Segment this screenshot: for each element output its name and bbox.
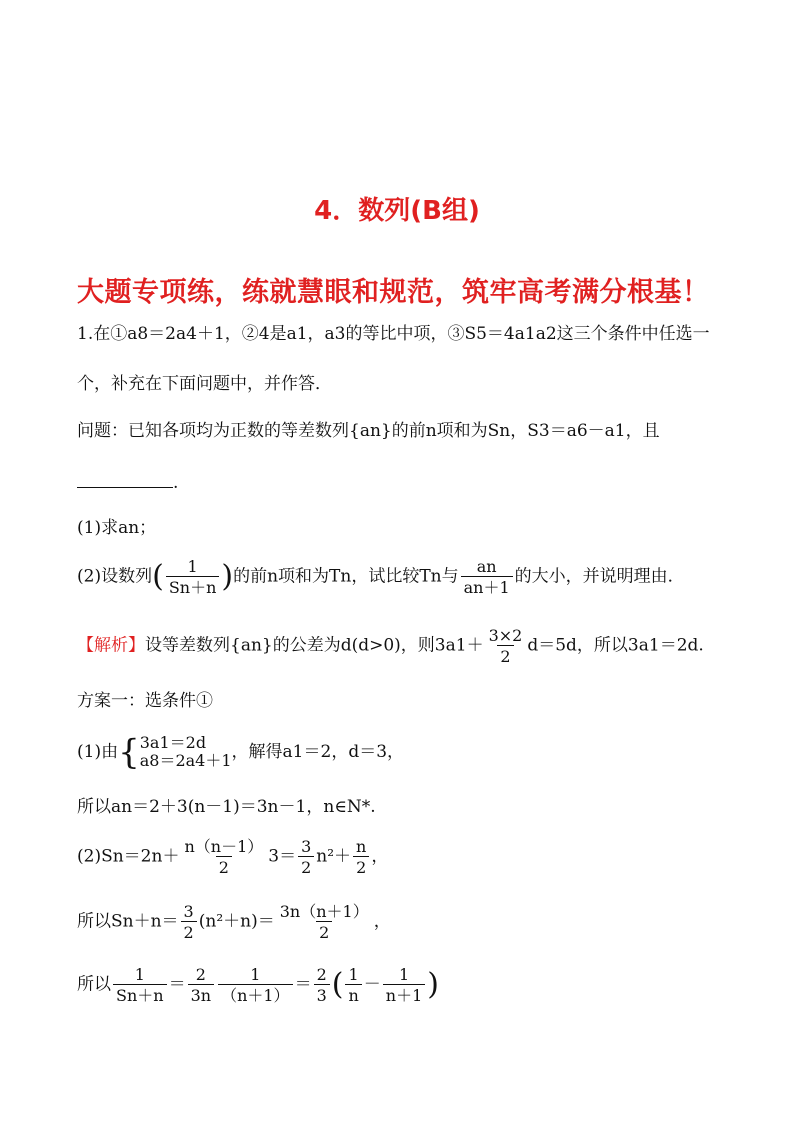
solution-step-4: 所以Sn＋n＝ $\frac{3}{2}$ (n²＋n)＝ $\frac{3n(n+1)}{2}$ ， [77,902,391,942]
solution-step-3: (2)Sn＝2n＋ $\frac{n(n-1)}{2}$ 3＝ $\frac{3}{2}$ n²＋ $\frac{n}{2}$ ， [77,837,389,877]
page-title: 4．数列(B组) [314,196,480,226]
question-2: (2)设数列( $\frac{1}{Sn+n}$ )的前n项和为Tn，试比较Tn与 $\frac{an}{an+1}$ 的大小，并说明理由． [77,557,685,597]
solution-step-5: 所以 $\frac{1}{Sn+n}$ ＝ $\frac{2}{3n}$ $\frac{1}{(n+1)}$ ＝ $\frac{2}{3}$ ( $\frac{1}{n}$ － $\frac{1}{n+1}$ ) [77,965,439,1005]
solution-line-1: 【解析】设等差数列{an}的公差为d(d>0)，则3a1＋ $\frac{3\times 2}{2}$ d＝5d，所以3a1＝2d. [77,626,704,666]
problem-line-1: 1.在①a8＝2a4＋1，②4是a1，a3的等比中项，③S5＝4a1a2这三个条件中任选一 [77,324,710,344]
answer-blank [77,471,173,488]
page-subtitle: 大题专项练，练就慧眼和规范，筑牢高考满分根基！ [77,277,710,308]
solution-tag: 【解析】 [77,635,145,656]
problem-line-2: 个，补充在下面问题中，并作答． [77,374,332,394]
solution-plan: 方案一：选条件① [77,691,213,711]
problem-line-3: 问题：已知各项均为正数的等差数列{an}的前n项和为Sn，S3＝a6－a1，且 [77,421,660,441]
solution-step-2: 所以an＝2＋3(n－1)＝3n－1，n∈N*. [77,797,376,817]
question-1: (1)求an； [77,518,157,538]
problem-line-4: . [77,471,178,492]
solution-step-1: (1)由{ 3a1＝2d a8＝2a4＋1 ，解得a1＝2，d＝3， [77,732,405,773]
